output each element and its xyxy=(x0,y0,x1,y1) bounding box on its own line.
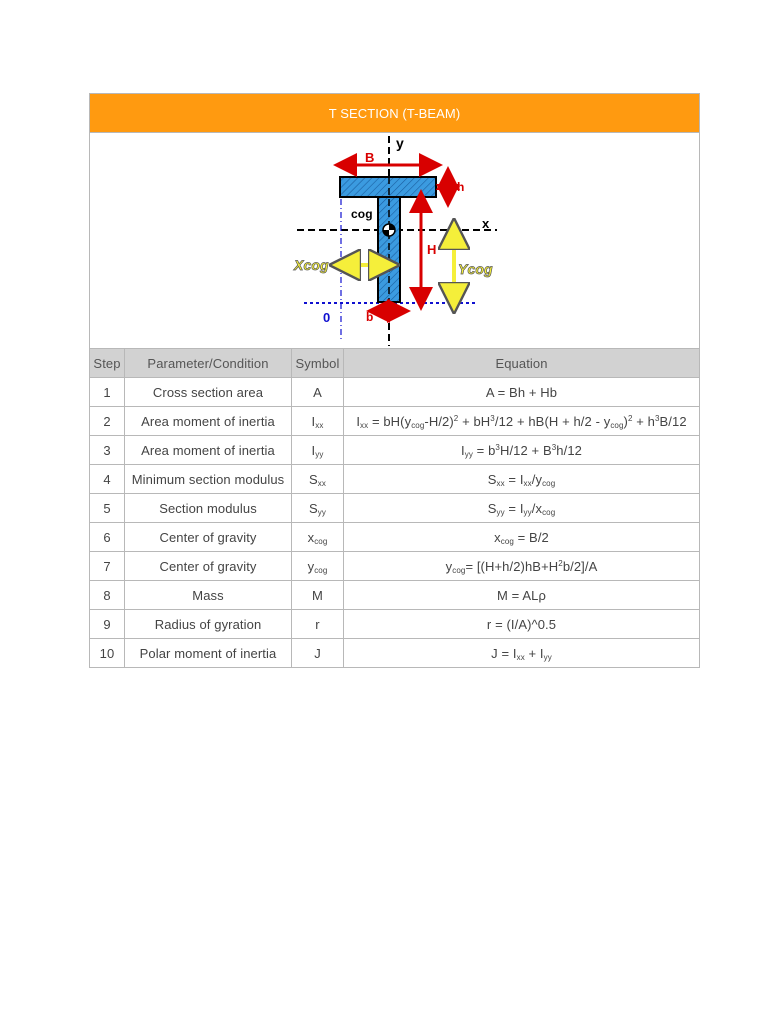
header-step: Step xyxy=(90,349,125,378)
parameter-cell: Minimum section modulus xyxy=(125,465,292,494)
symbol-cell: $I_{xx}$ xyxy=(292,407,344,436)
origin-label: 0 xyxy=(323,309,331,325)
equation-cell: M = ALρ xyxy=(344,581,700,610)
step-cell: 9 xyxy=(90,610,125,639)
symbol-cell: $S_{xx}$ xyxy=(292,465,344,494)
table-row xyxy=(90,465,700,494)
equation-cell: $x_{cog} = B/2$ xyxy=(344,523,700,552)
equation-cell: $I_{yy} = b^3H/12 + B^3h/12$ xyxy=(344,436,700,465)
symbol-cell: M xyxy=(292,581,344,610)
x-axis-label: x xyxy=(482,215,490,231)
diagram-cell xyxy=(90,133,700,349)
ycog-label: Ycog xyxy=(458,260,493,277)
symbol-cell: $I_{yy}$ xyxy=(292,436,344,465)
table-row xyxy=(90,523,700,552)
symbol-cell: $x_{cog}$ xyxy=(292,523,344,552)
table-row xyxy=(90,494,700,523)
parameter-cell: Radius of gyration xyxy=(125,610,292,639)
symbol-cell: J xyxy=(292,639,344,668)
table-row xyxy=(90,436,700,465)
cog-label: cog xyxy=(351,206,373,221)
flange-height-label: h xyxy=(457,179,465,194)
equation-cell: $S_{yy} = I_{yy}/x_{cog}$ xyxy=(344,494,700,523)
header-equation: Equation xyxy=(344,349,700,378)
t-beam-diagram xyxy=(90,134,700,348)
web-width-label: b xyxy=(366,309,374,324)
step-cell: 7 xyxy=(90,552,125,581)
parameter-cell: Mass xyxy=(125,581,292,610)
step-cell: 10 xyxy=(90,639,125,668)
table-row xyxy=(90,552,700,581)
table-title: T SECTION (T-BEAM) xyxy=(90,94,700,133)
header-parameter: Parameter/Condition xyxy=(125,349,292,378)
b-width-label: B xyxy=(365,149,375,165)
symbol-cell: $y_{cog}$ xyxy=(292,552,344,581)
table-row xyxy=(90,610,700,639)
step-cell: 8 xyxy=(90,581,125,610)
equation-cell: $y_{cog}= [(H+h/2)hB+H^2b/2]/A$ xyxy=(344,552,700,581)
parameter-cell: Area moment of inertia xyxy=(125,407,292,436)
symbol-cell: $S_{yy}$ xyxy=(292,494,344,523)
flange-shape xyxy=(340,177,436,197)
equation-cell: $I_{xx} = bH(y_{cog}-H/2)^2 + bH^3/12 + hB(H + h/2 - y_{cog})^2 + h^3B/12$ xyxy=(344,407,700,436)
step-cell: 5 xyxy=(90,494,125,523)
symbol-cell: A xyxy=(292,378,344,407)
equation-cell: r = (I/A)^0.5 xyxy=(344,610,700,639)
parameter-cell: Polar moment of inertia xyxy=(125,639,292,668)
equation-cell: $S_{xx} = I_{xx}/y_{cog}$ xyxy=(344,465,700,494)
step-cell: 6 xyxy=(90,523,125,552)
parameter-cell: Center of gravity xyxy=(125,552,292,581)
table-row xyxy=(90,407,700,436)
total-height-label: H xyxy=(427,241,437,257)
parameter-cell: Area moment of inertia xyxy=(125,436,292,465)
step-cell: 3 xyxy=(90,436,125,465)
table-row xyxy=(90,378,700,407)
symbol-cell: r xyxy=(292,610,344,639)
table-row xyxy=(90,639,700,668)
step-cell: 1 xyxy=(90,378,125,407)
table-header-row xyxy=(90,349,700,378)
parameter-cell: Center of gravity xyxy=(125,523,292,552)
header-symbol: Symbol xyxy=(292,349,344,378)
equation-cell: A = Bh + Hb xyxy=(344,378,700,407)
t-section-table xyxy=(89,93,700,668)
equation-cell: $J = I_{xx} + I_{yy}$ xyxy=(344,639,700,668)
y-axis-label: y xyxy=(396,134,404,151)
xcog-label: Xcog xyxy=(294,256,329,273)
table-row xyxy=(90,581,700,610)
step-cell: 2 xyxy=(90,407,125,436)
parameter-cell: Cross section area xyxy=(125,378,292,407)
parameter-cell: Section modulus xyxy=(125,494,292,523)
step-cell: 4 xyxy=(90,465,125,494)
